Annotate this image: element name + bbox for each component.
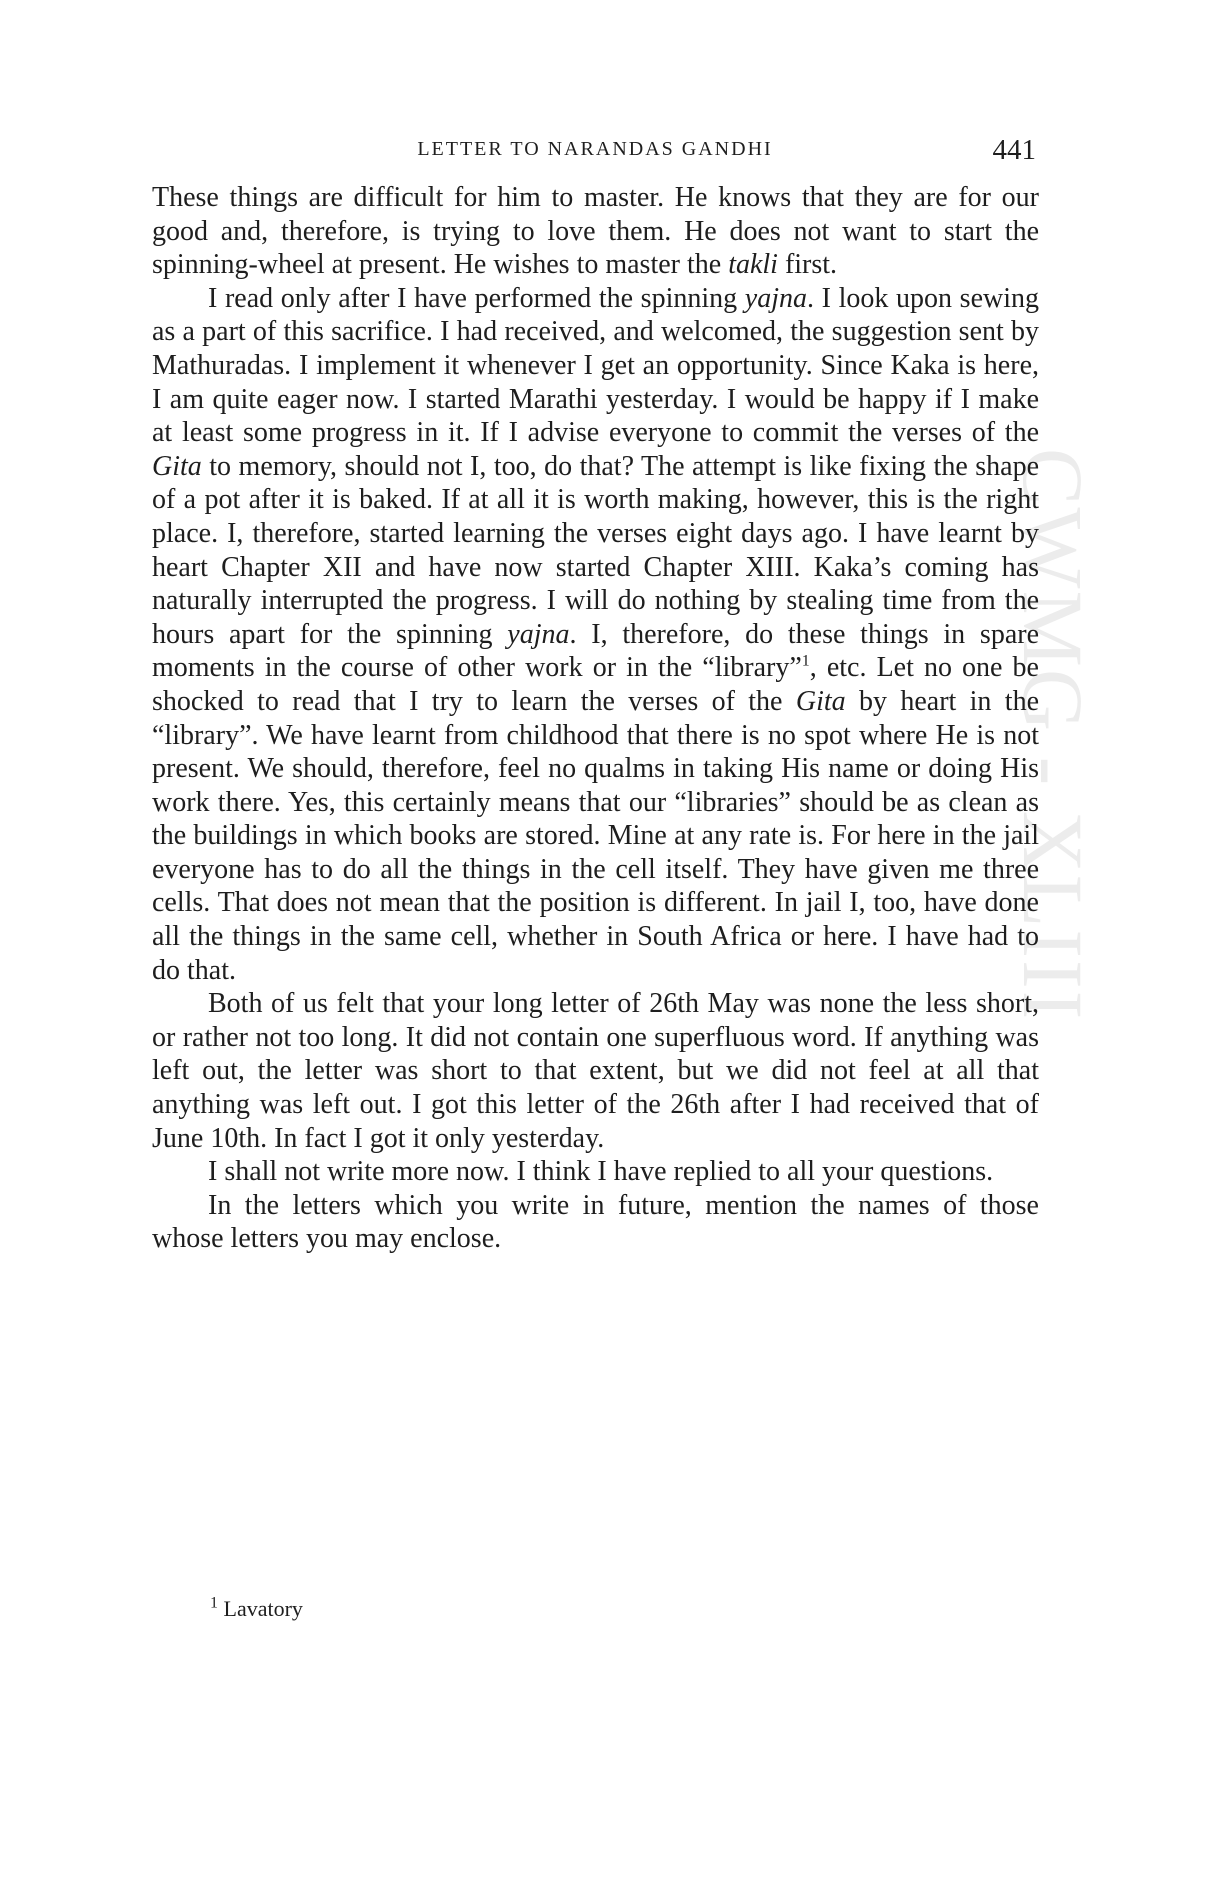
footnote	[210, 1596, 303, 1622]
text-run: to memory, should not I, too, do that? The attempt is like fixing the shape of a pot after it is baked. If at all it is worth making, however, this is the right place. I, therefore, started learning the verses eight days ago. I have learnt by heart Chapter XII and have now started Chapter XIII. Kaka’s coming has naturally interrupted the progress. I will do nothing by stealing time from the hours apart for the spinning	[152, 450, 1039, 650]
text-run: Both of us felt that your long letter of 26th May was none the less short, or rather not too long. It did not contain one superfluous word. If anything was left out, the letter was short to that extent, but we did not feel at all that anything was left out. I got this letter of the 26th after I had received that of June 10th. In fact I got it only yesterday.	[152, 988, 1039, 1154]
body-text	[152, 181, 1039, 1256]
paragraph	[152, 181, 1039, 282]
text-run: first.	[777, 249, 838, 281]
italic-text: takli	[728, 249, 778, 281]
paragraph	[152, 1189, 1039, 1256]
page-title: LETTER TO NARANDAS GANDHI	[417, 138, 773, 160]
page-number: 441	[992, 134, 1036, 166]
italic-text: Gita	[152, 450, 202, 482]
text-run: In the letters which you write in future, mention the names of those whose letters you may enclose.	[152, 1189, 1039, 1255]
italic-text: yajna	[507, 618, 570, 650]
paragraph	[152, 987, 1039, 1155]
footnote-marker: 1	[210, 1594, 218, 1612]
text-run: I shall not write more now. I think I have replied to all your questions.	[208, 1156, 994, 1188]
footnote-text: Lavatory	[223, 1596, 303, 1621]
paragraph	[152, 282, 1039, 987]
text-run: by heart in the “library”. We have learnt from childhood that there is no spot where He is not present. We should, therefore, feel no qualms in taking His name or doing His work there. Yes, this certainly means that our “libraries” should be as clean as the buildings in which books are stored. Mine at any rate is. For here in the jail everyone has to do all the things in the cell itself. They have given me three cells. That does not mean that the position is different. In jail I, too, have done all the things in the same cell, whether in South Africa or here. I have had to do that.	[152, 685, 1039, 986]
text-run: . I, therefore, do these things in spare moments in the course of other work or in the “library”	[152, 618, 1039, 684]
paragraph	[152, 1155, 1039, 1189]
text-run: . I look upon sewing as a part of this sacrifice. I had received, and welcomed, the suggestion sent by Mathuradas. I implement it whenever I get an opportunity. Since Kaka is here, I am quite eager now. I started Marathi yesterday. I would be happy if I make at least some progress in it. If I advise everyone to commit the verses of the	[152, 282, 1039, 449]
watermark-text: CWMG - XLIII	[1005, 448, 1101, 1022]
italic-text: Gita	[795, 685, 846, 717]
text-run: , etc. Let no one be shocked to read that I try to learn the verses of the	[152, 652, 1039, 717]
running-head	[154, 134, 1036, 168]
italic-text: yajna	[744, 282, 807, 314]
text-run: These things are difficult for him to master. He knows that they are for our good and, therefore, is trying to love them. He does not want to start the spinning-wheel at present. He wishes to master the	[152, 182, 1039, 281]
text-run: I read only after I have performed the spinning	[208, 282, 745, 314]
footnote-reference: 1	[801, 652, 810, 670]
